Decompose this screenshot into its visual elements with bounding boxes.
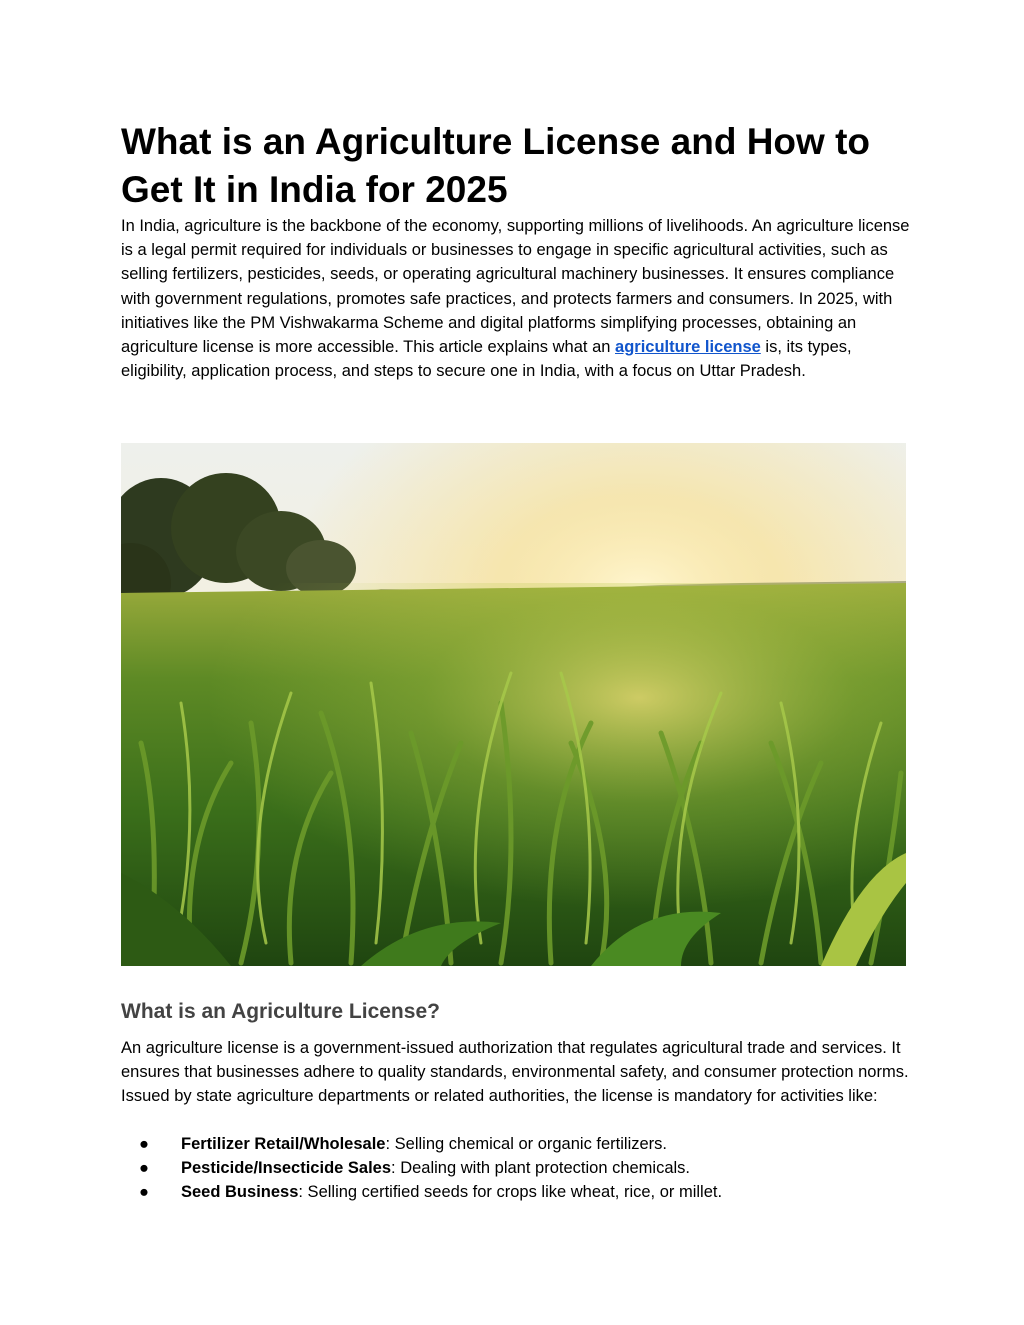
list-item-desc: : Dealing with plant protection chemicals. [391,1159,691,1178]
crop-field-photo [121,443,906,966]
bullet-icon: ● [139,1159,149,1178]
list-item-term: Seed Business [181,1183,299,1202]
agriculture-license-link[interactable]: agriculture license [615,338,761,357]
intro-paragraph [121,214,911,383]
list-item [121,1156,911,1180]
list-item [121,1132,911,1156]
list-item [121,1180,911,1204]
list-item-desc: : Selling certified seeds for crops like wheat, rice, or millet. [298,1183,723,1202]
intro-text-before-link: In India, agriculture is the backbone of the economy, supporting millions of livelihoods. An agriculture license is a legal permit required for individuals or businesses to engage in specific agricultural activities, such as selling fertilizers, pesticides, seeds, or operating agricultural machinery businesses. It ensures compliance with government regulations, promotes safe practices, and protects farmers and consumers. In 2025, with initiatives like the PM Vishwakarma Scheme and digital platforms simplifying processes, obtaining an agriculture license is more accessible. This article explains what an [121,217,910,357]
license-activities-list [121,1132,911,1205]
section-paragraph: An agriculture license is a government-issued authorization that regulates agricultural trade and services. It ensures that businesses adhere to quality standards, environmental safety, and consumer protection norms. Issued by state agriculture departments or related authorities, the license is mandatory for activities like: [121,1039,909,1106]
section-heading: What is an Agriculture License? [121,1000,440,1023]
list-item-term: Fertilizer Retail/Wholesale [181,1135,386,1153]
intro-text-after-link: is, its types, eligibility, application process, and steps to secure one in India, with a focus on Uttar Pradesh. [121,338,852,381]
bullet-icon: ● [139,1135,149,1153]
article [121,118,911,1202]
list-item-desc: : Selling chemical or organic fertilizers. [385,1135,668,1153]
list-item-term: Pesticide/Insecticide Sales [181,1159,392,1178]
article-title: What is an Agriculture License and How to Get It in India for 2025 [121,121,870,210]
bullet-icon: ● [139,1183,149,1202]
hero-image [121,443,906,966]
